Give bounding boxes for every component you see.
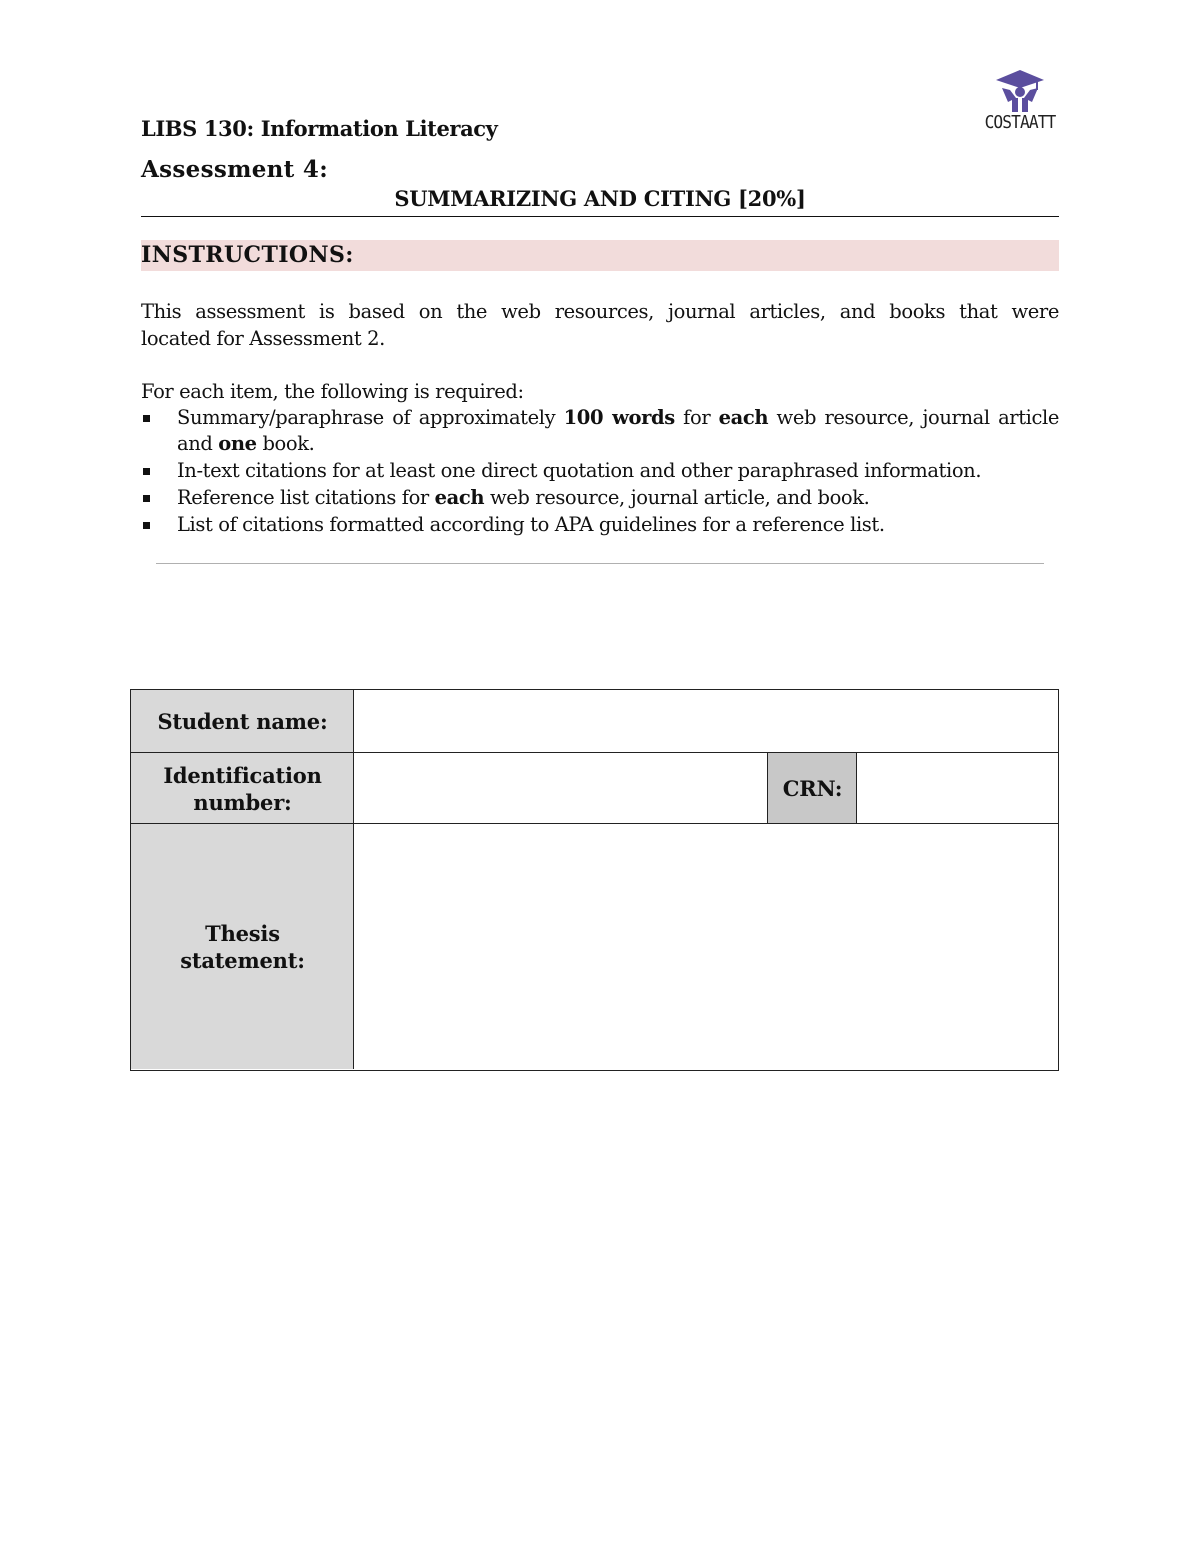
table-row-divider — [131, 823, 1058, 824]
thesis-label-line-2: statement: — [180, 947, 305, 973]
identification-number-label-text — [163, 762, 321, 816]
list-item-emphasis: each — [434, 486, 485, 509]
list-item — [141, 485, 1059, 511]
graduate-figure-icon — [980, 68, 1060, 114]
list-item-emphasis: each — [718, 406, 769, 429]
thesis-statement-field[interactable] — [354, 824, 1057, 1069]
instructions-heading: INSTRUCTIONS: — [141, 242, 354, 268]
student-name-label-text: Student name: — [157, 709, 328, 734]
identification-number-label — [131, 753, 354, 824]
requirements-intro: For each item, the following is required: — [141, 380, 524, 403]
list-item-text: web resource, journal article, and book. — [484, 486, 870, 509]
list-item-text: for — [674, 406, 719, 429]
square-bullet-icon — [143, 415, 150, 422]
list-item-emphasis: one — [218, 432, 257, 455]
crn-label — [768, 753, 857, 824]
list-item — [141, 512, 1059, 538]
table-row-divider — [131, 752, 1058, 753]
intro-paragraph-line-2: located for Assessment 2. — [141, 327, 385, 350]
list-item-text: Reference list citations for — [177, 486, 435, 509]
student-info-table — [130, 689, 1059, 1071]
section-divider — [156, 563, 1044, 564]
assessment-title: Assessment 4: — [141, 156, 328, 183]
assessment-subtitle: SUMMARIZING AND CITING [20%] — [394, 186, 806, 211]
list-item-text: web resource, journal article and — [177, 406, 1059, 455]
logo-wordmark: COSTAATT — [984, 112, 1056, 133]
table-column-divider — [856, 752, 857, 824]
list-item-emphasis: 100 words — [563, 406, 675, 429]
table-column-divider — [353, 690, 354, 1069]
list-item — [141, 458, 1059, 484]
crn-label-text: CRN: — [782, 776, 843, 801]
title-divider — [141, 216, 1059, 217]
list-item-text: Summary/paraphrase of approximately — [177, 406, 564, 429]
thesis-statement-label-text — [180, 920, 305, 974]
costaatt-logo — [980, 68, 1060, 140]
course-title: LIBS 130: Information Literacy — [141, 116, 498, 141]
intro-paragraph-line-1: This assessment is based on the web resources, journal articles, and books that were — [141, 300, 1059, 323]
intro-paragraph — [141, 298, 1059, 352]
student-name-label — [131, 690, 354, 753]
thesis-label-line-1: Thesis — [205, 920, 280, 946]
list-item — [141, 405, 1059, 457]
square-bullet-icon — [143, 522, 150, 529]
list-item-text: book. — [256, 432, 315, 455]
square-bullet-icon — [143, 468, 150, 475]
identification-label-line-1: Identification — [163, 762, 322, 788]
crn-field[interactable] — [857, 753, 1057, 824]
identification-number-field[interactable] — [354, 753, 768, 824]
list-item-text: In-text citations for at least one direct quotation and other paraphrased information. — [177, 459, 982, 482]
identification-label-line-2: number: — [193, 789, 292, 815]
table-column-divider — [767, 752, 768, 824]
thesis-statement-label — [131, 824, 354, 1069]
square-bullet-icon — [143, 495, 150, 502]
list-item-text: List of citations formatted according to APA guidelines for a reference list. — [177, 513, 885, 536]
student-name-field[interactable] — [354, 690, 1057, 753]
instructions-heading-bar — [141, 240, 1059, 271]
requirements-list — [141, 405, 1059, 539]
